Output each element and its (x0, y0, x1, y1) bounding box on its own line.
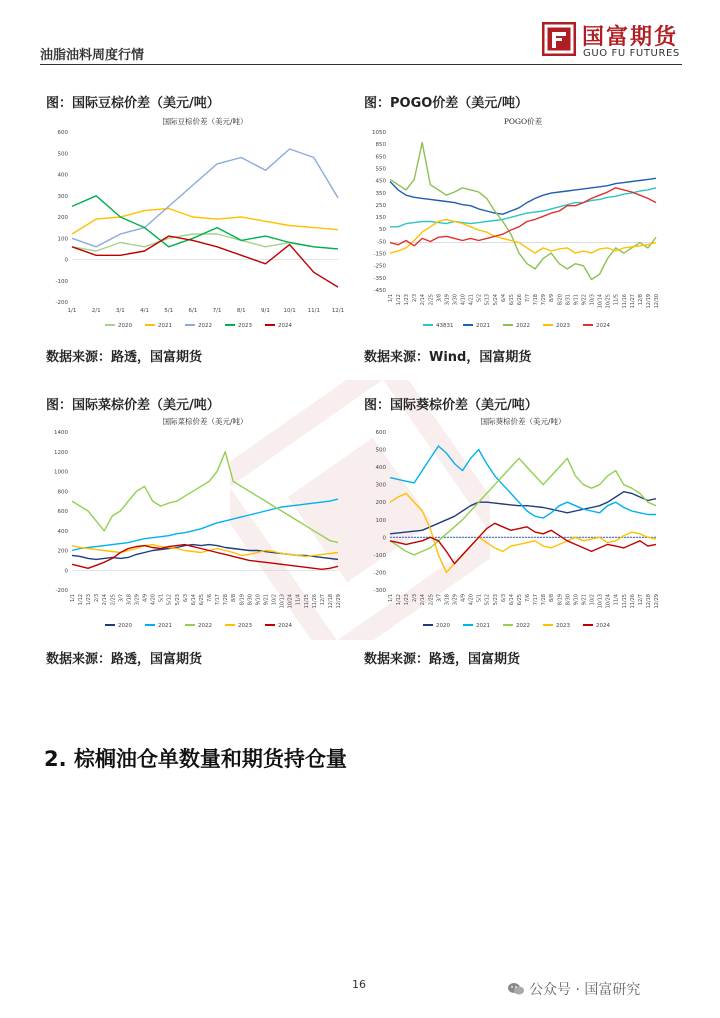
x-tick-label: 2/14 (420, 294, 427, 306)
pogo-spread-chart (364, 112, 664, 334)
y-tick-label: -350 (373, 275, 386, 282)
legend-label: 2020 (436, 623, 450, 629)
y-tick-label: 650 (375, 154, 386, 161)
y-tick-label: 200 (57, 548, 68, 555)
x-tick-label: 7/1 (212, 308, 222, 314)
y-tick-label: -250 (373, 263, 386, 270)
y-tick-label: -100 (55, 278, 68, 285)
y-tick-label: 0 (382, 535, 386, 542)
x-tick-label: 11/5 (613, 294, 620, 306)
y-tick-label: 1400 (54, 430, 68, 436)
x-tick-label: 1/12 (78, 594, 85, 606)
x-tick-label: 4/20 (468, 594, 475, 606)
x-tick-label: 10/24 (287, 594, 294, 609)
chart-title: 国际葵棕价差（美元/吨） (480, 417, 566, 426)
logo-mark-icon (542, 22, 576, 56)
x-tick-label: 12/18 (327, 594, 334, 609)
y-tick-label: 0 (64, 257, 68, 264)
x-tick-label: 5/12 (484, 594, 491, 606)
logo-english-name: GUO FU FUTURES (583, 48, 680, 59)
x-tick-label: 3/30 (452, 294, 459, 306)
x-tick-label: 3/29 (452, 594, 459, 606)
header-title: 油脂油料周度行情 (40, 48, 145, 63)
x-tick-label: 4/20 (150, 594, 157, 606)
y-tick-label: 850 (375, 142, 386, 149)
legend-label: 2021 (158, 323, 172, 329)
x-tick-label: 12/7 (637, 594, 644, 606)
legend-label: 2023 (556, 323, 570, 329)
wechat-account-text: 公众号 · 国富研究 (529, 982, 641, 998)
x-tick-label: 7/6 (207, 594, 214, 603)
figure-3-title: 图：国际菜棕价差（美元/吨） (46, 398, 220, 413)
figure-4-title: 图：国际葵棕价差（美元/吨） (364, 398, 538, 413)
y-tick-label: 500 (375, 447, 386, 454)
x-tick-label: 4/10 (460, 294, 467, 306)
y-tick-label: 600 (375, 430, 386, 436)
x-tick-label: 3/29 (134, 594, 141, 606)
x-tick-label: 8/31 (565, 294, 572, 306)
x-tick-label: 10/2 (271, 594, 278, 606)
figure-4-source: 数据来源：路透，国富期货 (364, 652, 521, 667)
x-tick-label: 10/2 (589, 594, 596, 606)
x-tick-label: 2/3 (412, 594, 419, 603)
x-tick-label: 6/14 (508, 594, 515, 606)
x-tick-label: 10/13 (279, 594, 286, 609)
series-line-43831 (390, 188, 656, 227)
x-tick-label: 1/12 (396, 594, 403, 606)
x-tick-label: 12/1 (331, 308, 345, 314)
x-tick-label: 12/29 (654, 594, 660, 609)
x-tick-label: 3/1 (115, 308, 125, 314)
x-tick-label: 2/14 (420, 594, 427, 606)
y-tick-label: 400 (57, 528, 68, 535)
y-tick-label: 300 (375, 482, 386, 489)
x-tick-label: 2/3 (94, 594, 101, 603)
y-tick-label: -100 (373, 552, 386, 559)
x-tick-label: 4/9 (460, 594, 467, 603)
chart-title: 国际菜棕价差（美元/吨） (162, 417, 248, 426)
section-heading: 2. 棕榈油仓单数量和期货持仓量 (44, 747, 347, 771)
y-tick-label: 0 (64, 568, 68, 575)
x-tick-label: 9/11 (573, 294, 580, 306)
legend-label: 2023 (556, 623, 570, 629)
x-tick-label: 7/28 (223, 594, 230, 606)
legend-label: 2022 (516, 323, 530, 329)
x-tick-label: 2/1 (91, 308, 101, 314)
x-tick-label: 10/13 (597, 594, 604, 609)
y-tick-label: 250 (375, 202, 386, 209)
x-tick-label: 7/17 (533, 594, 540, 606)
y-tick-label: 600 (57, 509, 68, 515)
legend-label: 2020 (118, 323, 132, 329)
x-tick-label: 9/10 (573, 594, 580, 606)
x-tick-label: 11/26 (629, 594, 636, 609)
y-tick-label: 200 (375, 500, 386, 507)
series-line-2023 (72, 196, 338, 249)
chart-title: POGO价差 (503, 117, 543, 126)
legend-label: 2023 (238, 323, 252, 329)
figure-2-title: 图：POGO价差（美元/吨） (364, 96, 529, 111)
x-tick-label: 7/18 (533, 294, 540, 306)
soy-palm-spread-chart (46, 112, 346, 334)
x-tick-label: 9/22 (581, 294, 588, 306)
legend-label: 2022 (198, 323, 212, 329)
x-tick-label: 6/3 (500, 594, 507, 603)
x-tick-label: 2/25 (428, 594, 435, 606)
x-tick-label: 8/30 (565, 594, 572, 606)
wechat-account-label (507, 979, 640, 999)
legend-label: 2021 (476, 623, 490, 629)
y-tick-label: 800 (57, 489, 68, 496)
x-tick-label: 9/1 (261, 308, 270, 314)
legend-label: 2024 (596, 623, 610, 629)
x-tick-label: 11/15 (621, 594, 628, 609)
x-tick-label: 12/29 (336, 594, 342, 609)
x-tick-label: 1/23 (404, 594, 411, 606)
figure-1-source: 数据来源：路透，国富期货 (46, 350, 203, 365)
legend-label: 2021 (476, 323, 490, 329)
x-tick-label: 11/16 (621, 294, 628, 309)
x-tick-label: 1/1 (70, 594, 76, 603)
x-tick-label: 6/14 (190, 594, 197, 606)
x-tick-label: 5/23 (492, 594, 499, 606)
y-tick-label: -200 (373, 570, 386, 577)
series-line-2021 (72, 209, 338, 235)
y-tick-label: 350 (375, 190, 386, 197)
x-tick-label: 7/29 (541, 294, 548, 306)
y-tick-label: 100 (375, 517, 386, 524)
x-tick-label: 11/26 (311, 594, 318, 609)
x-tick-label: 7/7 (525, 294, 532, 303)
x-tick-label: 8/19 (557, 594, 564, 606)
series-line-2023 (72, 545, 338, 557)
sunflower-palm-spread-chart (364, 412, 664, 634)
x-tick-label: 3/8 (436, 294, 443, 303)
y-tick-label: 100 (57, 236, 68, 243)
y-tick-label: 500 (57, 151, 68, 158)
x-tick-label: 7/17 (215, 594, 222, 606)
x-tick-label: 12/8 (637, 294, 644, 306)
x-tick-label: 6/3 (182, 594, 189, 603)
x-tick-label: 5/2 (476, 294, 483, 303)
y-tick-label: 550 (375, 166, 386, 173)
x-tick-label: 8/8 (549, 594, 556, 603)
x-tick-label: 6/25 (198, 594, 205, 606)
x-tick-label: 2/3 (412, 294, 419, 303)
y-tick-label: 1200 (54, 449, 68, 456)
y-tick-label: 50 (379, 227, 386, 234)
header-divider (40, 64, 682, 65)
x-tick-label: 11/4 (613, 594, 620, 606)
y-tick-label: -50 (377, 239, 386, 246)
y-tick-label: 150 (375, 215, 386, 222)
x-tick-label: 7/28 (541, 594, 548, 606)
x-tick-label: 5/1 (158, 594, 165, 603)
x-tick-label: 2/14 (102, 594, 109, 606)
brand-logo (542, 20, 682, 62)
y-tick-label: -150 (373, 251, 386, 258)
page-number: 16 (352, 978, 366, 991)
x-tick-label: 3/7 (436, 594, 443, 603)
x-tick-label: 4/9 (142, 594, 149, 603)
y-tick-label: 1000 (54, 469, 68, 476)
x-tick-label: 9/10 (255, 594, 262, 606)
series-line-2021 (72, 499, 338, 550)
y-tick-label: 450 (375, 178, 386, 185)
x-tick-label: 6/1 (188, 308, 198, 314)
x-tick-label: 3/18 (444, 594, 451, 606)
x-tick-label: 10/1 (283, 308, 296, 314)
x-tick-label: 8/9 (549, 294, 556, 303)
x-tick-label: 2/25 (428, 294, 435, 306)
y-tick-label: 400 (57, 172, 68, 179)
y-tick-label: -200 (55, 588, 68, 594)
x-tick-label: 7/6 (525, 594, 532, 603)
x-tick-label: 11/4 (295, 594, 302, 606)
x-tick-label: 4/21 (468, 294, 475, 306)
x-tick-label: 5/1 (476, 594, 483, 603)
x-tick-label: 8/1 (236, 308, 246, 314)
x-tick-label: 10/25 (605, 294, 612, 309)
wechat-icon (507, 982, 525, 996)
y-tick-label: -450 (373, 288, 386, 294)
x-tick-label: 1/23 (404, 294, 411, 306)
y-tick-label: -300 (373, 588, 386, 594)
rapeseed-palm-spread-chart (46, 412, 346, 634)
x-tick-label: 11/1 (307, 308, 320, 314)
x-tick-label: 12/19 (645, 294, 652, 309)
legend-label: 2024 (596, 323, 610, 329)
y-tick-label: 1050 (372, 130, 386, 136)
x-tick-label: 1/1 (388, 594, 394, 603)
legend-label: 2024 (278, 323, 292, 329)
x-tick-label: 6/15 (508, 294, 515, 306)
x-tick-label: 6/25 (516, 594, 523, 606)
x-tick-label: 2/25 (110, 594, 117, 606)
x-tick-label: 10/14 (597, 294, 604, 309)
x-tick-label: 4/1 (140, 308, 149, 314)
y-tick-label: -200 (55, 300, 68, 306)
x-tick-label: 5/24 (492, 294, 499, 306)
x-tick-label: 8/8 (231, 594, 238, 603)
legend-label: 2021 (158, 623, 172, 629)
series-line-2022 (72, 452, 338, 543)
x-tick-label: 12/7 (319, 594, 326, 606)
x-tick-label: 6/26 (516, 294, 523, 306)
x-tick-label: 12/18 (645, 594, 652, 609)
figure-3-source: 数据来源：路透，国富期货 (46, 652, 203, 667)
legend-label: 2023 (238, 623, 252, 629)
x-tick-label: 1/23 (86, 594, 93, 606)
x-tick-label: 1/1 (388, 294, 394, 303)
legend-label: 2020 (118, 623, 132, 629)
legend-label: 43831 (436, 323, 454, 329)
x-tick-label: 6/4 (500, 294, 507, 303)
x-tick-label: 8/30 (247, 594, 254, 606)
x-tick-label: 10/3 (589, 294, 596, 306)
x-tick-label: 3/18 (126, 594, 133, 606)
x-tick-label: 8/20 (557, 294, 564, 306)
legend-label: 2024 (278, 623, 292, 629)
x-tick-label: 8/19 (239, 594, 246, 606)
x-tick-label: 5/13 (484, 294, 491, 306)
series-line-2021 (390, 446, 656, 518)
x-tick-label: 1/1 (67, 308, 77, 314)
series-line-2020 (72, 234, 338, 251)
y-tick-label: 200 (57, 215, 68, 221)
x-tick-label: 1/12 (396, 294, 403, 306)
chart-title: 国际豆棕价差（美元/吨） (162, 117, 248, 126)
x-tick-label: 10/24 (605, 594, 612, 609)
figure-1-title: 图：国际豆棕价差（美元/吨） (46, 96, 220, 111)
figure-2-source: 数据来源：Wind，国富期货 (364, 350, 532, 365)
x-tick-label: 5/23 (174, 594, 181, 606)
x-tick-label: 9/21 (263, 594, 270, 606)
x-tick-label: 3/7 (118, 594, 125, 603)
y-tick-label: 300 (57, 193, 68, 200)
x-tick-label: 5/1 (164, 308, 174, 314)
x-tick-label: 11/15 (303, 594, 310, 609)
logo-chinese-name: 国富期货 (582, 25, 679, 50)
series-line-2022 (72, 149, 338, 247)
x-tick-label: 9/21 (581, 594, 588, 606)
y-tick-label: 600 (57, 130, 68, 136)
x-tick-label: 12/30 (654, 294, 660, 309)
legend-label: 2022 (516, 623, 530, 629)
x-tick-label: 3/19 (444, 294, 451, 306)
x-tick-label: 5/12 (166, 594, 173, 606)
y-tick-label: 400 (375, 465, 386, 472)
series-line-2022 (390, 143, 656, 280)
legend-label: 2022 (198, 623, 212, 629)
x-tick-label: 11/27 (629, 294, 636, 309)
